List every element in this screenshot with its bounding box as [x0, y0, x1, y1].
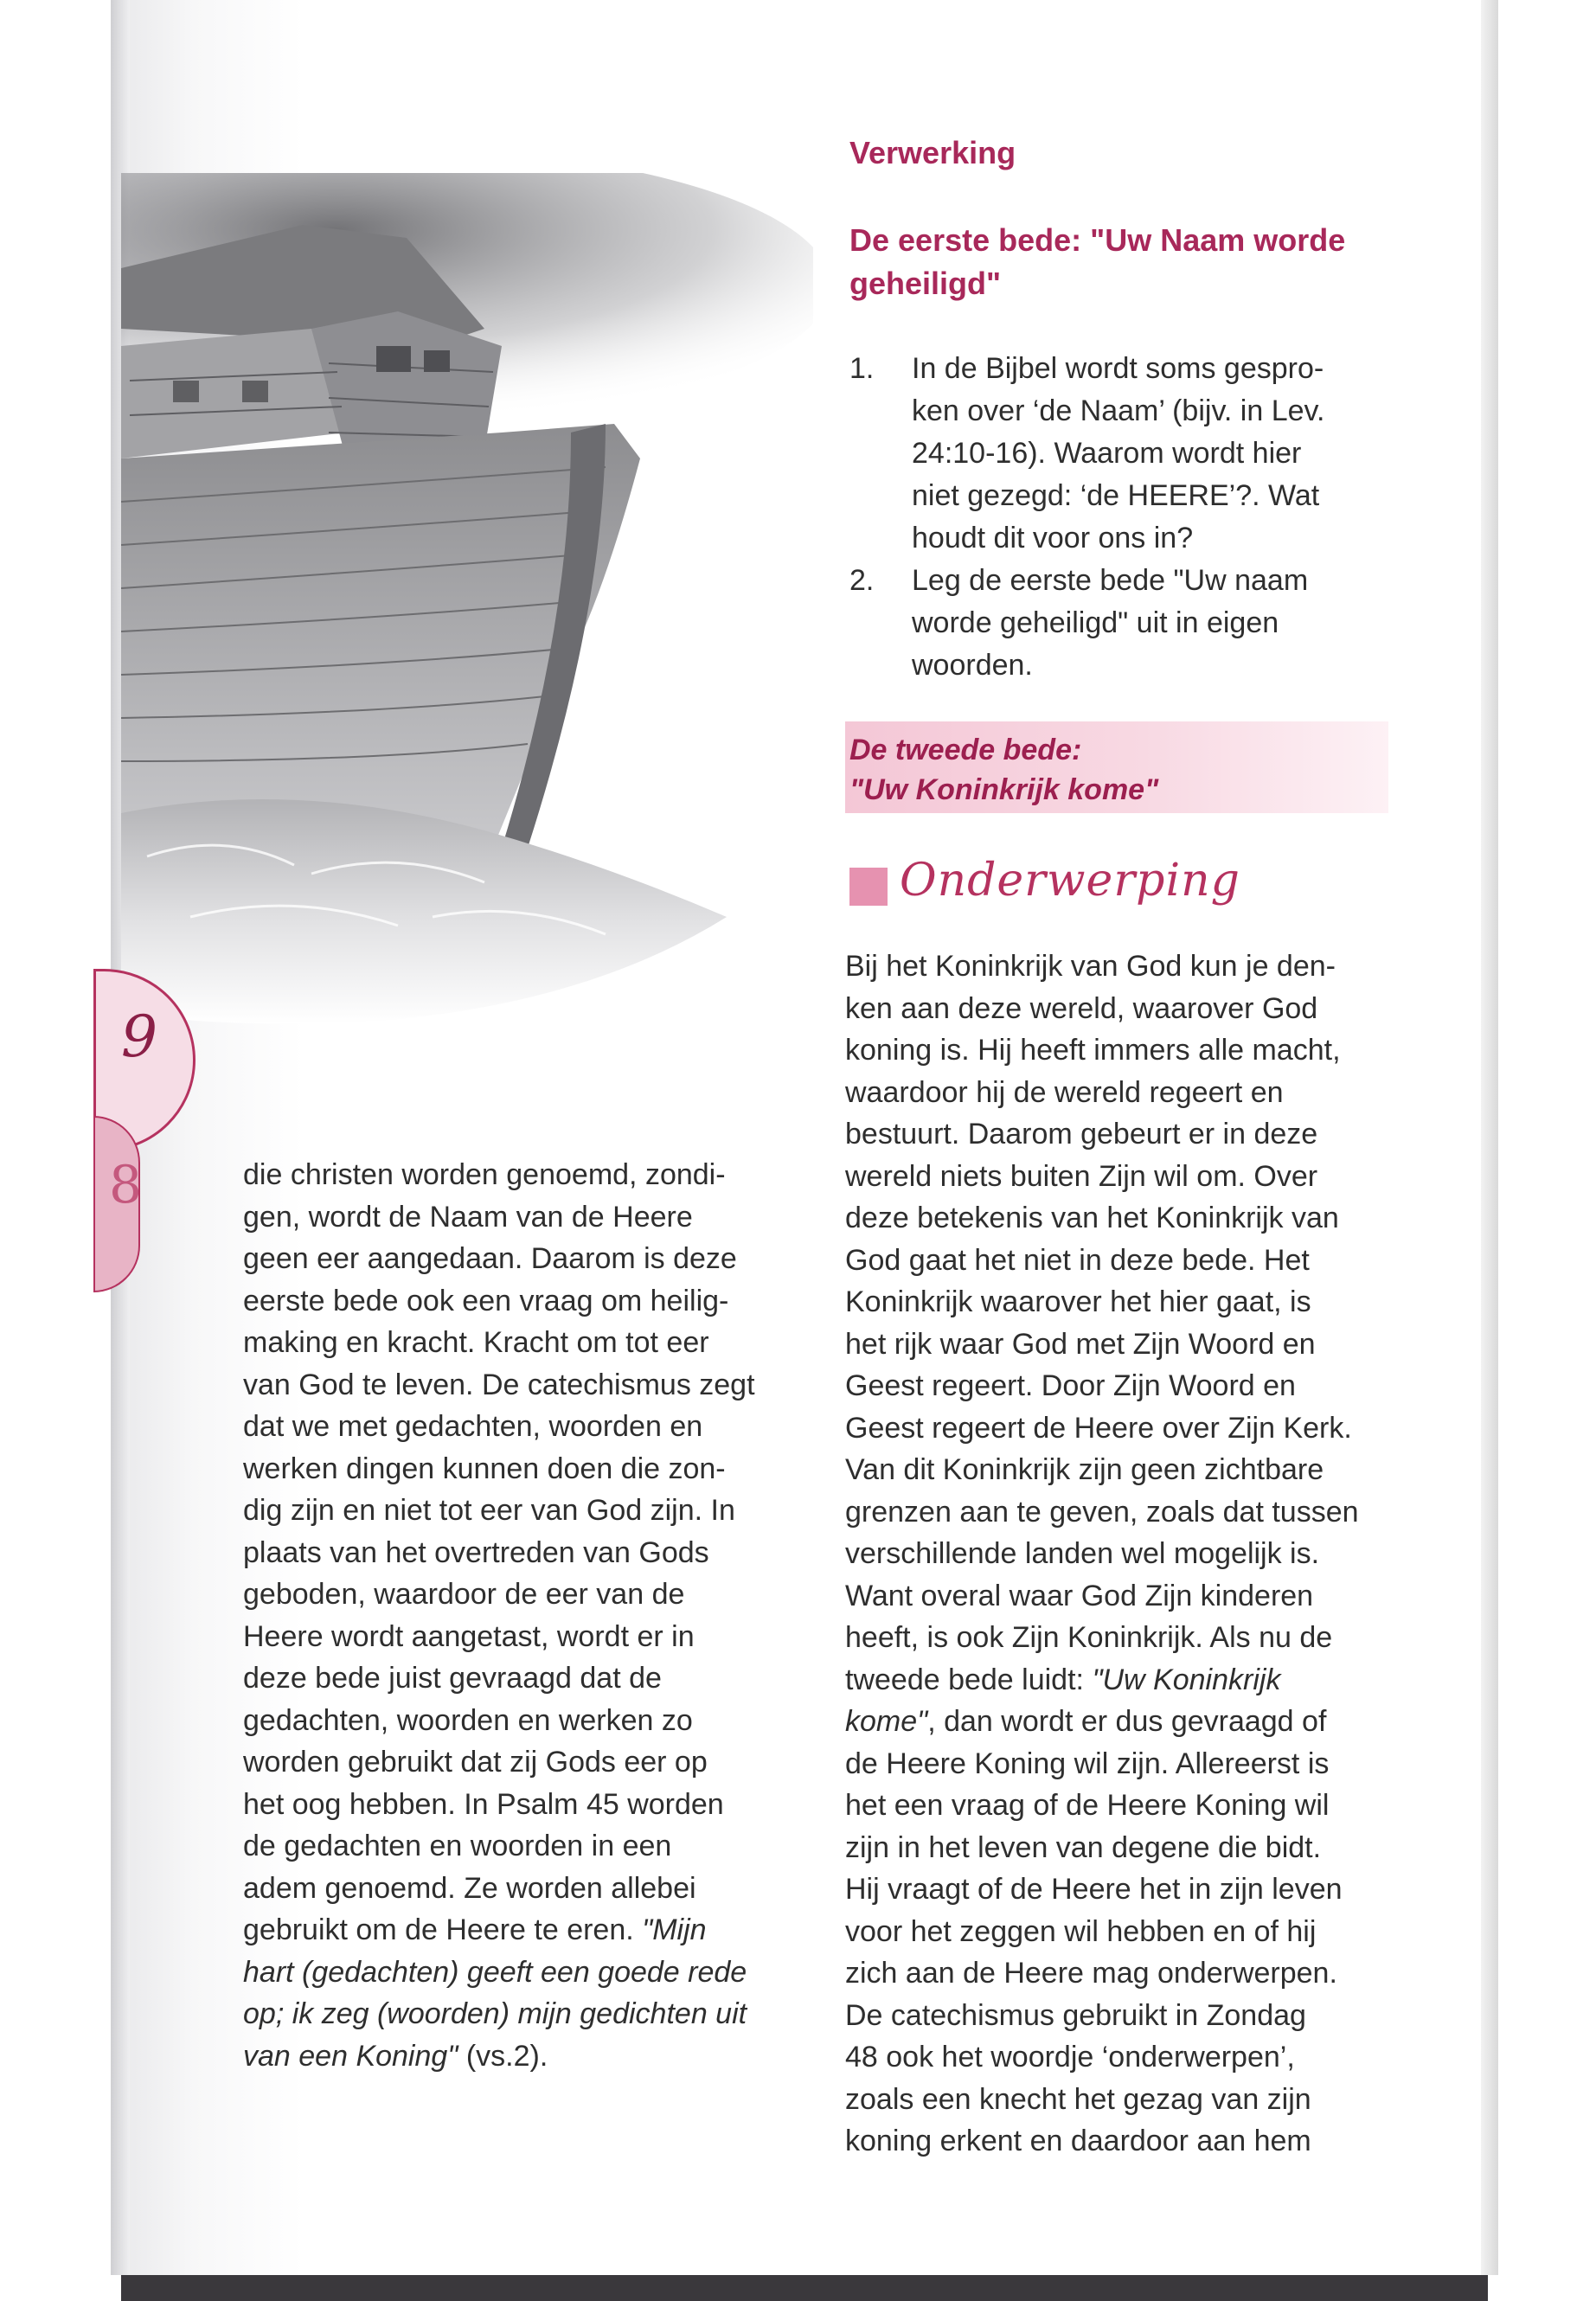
quote-span: "Mijn [642, 1913, 707, 1946]
heading-line: geheiligd" [849, 266, 1002, 301]
text-line: dig zijn en niet tot eer van God zijn. In [243, 1494, 735, 1527]
text-line: Geest regeert de Heere over Zijn Kerk. [845, 1411, 1352, 1445]
question-item [849, 348, 1403, 560]
text-line: deze betekenis van het Koninkrijk van [845, 1202, 1339, 1234]
text-line: worden gebruikt dat zij Gods eer op [243, 1746, 708, 1779]
text-span: tweede bede luidt: [845, 1663, 1093, 1696]
question-list [849, 348, 1403, 687]
text-line: verschillende landen wel mogelijk is. [845, 1537, 1320, 1570]
text-span: , dan wordt er dus gevraagd of [927, 1705, 1327, 1738]
text-line: deze bede juist gevraagd dat de [243, 1662, 662, 1695]
question-line: In de Bijbel wordt soms gespro- [912, 352, 1324, 385]
quote-span: "Uw Koninkrijk [1092, 1663, 1281, 1696]
text-line: waardoor hij de wereld regeert en [845, 1075, 1284, 1109]
question-line: worde geheiligd" uit in eigen [912, 606, 1279, 639]
left-text-column [243, 1154, 797, 2077]
question-number: 1. [849, 352, 875, 385]
text-line: zich aan de Heere mag onderwerpen. [845, 1957, 1337, 1990]
question-line: niet gezegd: ‘de HEERE’?. Wat [912, 479, 1320, 512]
text-line: Bij het Koninkrijk van God kun je den- [845, 950, 1336, 983]
text-line: voor het zeggen wil hebben en of hij [845, 1914, 1317, 1948]
text-line: plaats van het overtreden van Gods [243, 1535, 709, 1569]
text-line [243, 1909, 797, 1952]
first-petition-heading [849, 219, 1403, 305]
text-line: dat we met gedachten, woorden en [243, 1410, 703, 1443]
section-heading-verwerking: Verwerking [849, 135, 1016, 170]
section-heading-onderwerping: Onderwerping [900, 855, 1240, 907]
text-line: Heere wordt aangetast, wordt er in [243, 1619, 695, 1653]
quote-span: kome" [845, 1705, 928, 1738]
text-line: bestuurt. Daarom gebeurt er in deze [845, 1118, 1318, 1150]
heading-line: De eerste bede: "Uw Naam worde [849, 222, 1346, 258]
text-line: Want overal waar God Zijn kinderen [845, 1579, 1314, 1612]
text-line: Geest regeert. Door Zijn Woord en [845, 1369, 1296, 1402]
text-line: zoals een knecht het gezag van zijn [845, 2082, 1311, 2116]
text-line: wereld niets buiten Zijn wil om. Over [845, 1159, 1318, 1193]
text-line: making en kracht. Kracht om tot eer [243, 1326, 709, 1359]
question-item [849, 560, 1403, 687]
text-line: gedachten, woorden en werken zo [243, 1703, 693, 1737]
text-line: heeft, is ook Zijn Koninkrijk. Als nu de [845, 1621, 1333, 1654]
text-line [243, 2035, 797, 2078]
heading-line: De tweede bede: [849, 734, 1082, 766]
question-line: 24:10-16). Waarom wordt hier [912, 437, 1302, 470]
text-line: koning erkent en daardoor aan hem [845, 2125, 1311, 2157]
text-line: zijn in het leven van degene die bidt. [845, 1830, 1322, 1864]
question-line: Leg de eerste bede "Uw naam [912, 564, 1309, 597]
text-line: De catechismus gebruikt in Zondag [845, 1998, 1306, 2032]
text-line: de gedachten en woorden in een [243, 1830, 672, 1862]
question-line: houdt dit voor ons in? [912, 522, 1194, 554]
right-text-column [845, 945, 1399, 2163]
text-span: (vs.2). [458, 2039, 548, 2073]
text-line: ken aan deze wereld, waarover God [845, 991, 1318, 1025]
heading-line: "Uw Koninkrijk kome" [849, 773, 1159, 806]
text-line: van God te leven. De catechismus zegt [243, 1368, 755, 1401]
text-line: het oog hebben. In Psalm 45 worden [243, 1787, 724, 1821]
text-span: gebruikt om de Heere te eren. [243, 1913, 643, 1946]
text-line [845, 1659, 1399, 1702]
text-line: die christen worden genoemd, zondi- [243, 1158, 726, 1191]
text-line: grenzen aan te geven, zoals dat tussen [845, 1495, 1359, 1529]
question-line: woorden. [912, 649, 1033, 682]
question-line: ken over ‘de Naam’ (bijv. in Lev. [912, 394, 1325, 427]
section-marker-square [849, 868, 888, 906]
text-line: God gaat het niet in deze bede. Het [845, 1243, 1310, 1277]
text-line: koning is. Hij heeft immers alle macht, [845, 1034, 1341, 1067]
text-line: werken dingen kunnen doen die zon- [243, 1452, 726, 1485]
chapter-tab-next-number: 8 [109, 1155, 143, 1215]
quote-line: op; ik zeg (woorden) mijn gedichten uit [243, 1997, 747, 2030]
text-line [845, 1701, 1399, 1743]
text-line: Koninkrijk waarover het hier gaat, is [845, 1285, 1311, 1318]
text-line: geen eer aangedaan. Daarom is deze [243, 1242, 737, 1275]
text-line: geboden, waardoor de eer van de [243, 1578, 685, 1611]
text-line: adem genoemd. Ze worden allebei [243, 1871, 696, 1905]
text-line: de Heere Koning wil zijn. Allereerst is [845, 1747, 1330, 1780]
text-line: het rijk waar God met Zijn Woord en [845, 1327, 1316, 1361]
text-line: 48 ook het woordje ‘onderwerpen’, [845, 2041, 1295, 2073]
page-edge-shadow [1481, 0, 1498, 2275]
quote-line: hart (gedachten) geeft een goede rede [243, 1955, 747, 1989]
question-number: 2. [849, 564, 875, 597]
text-line: Hij vraagt of de Heere het in zijn leven [845, 1873, 1343, 1906]
chapter-tab-number: 9 [121, 1003, 157, 1070]
quote-span: van een Koning" [243, 2039, 458, 2073]
text-line: eerste bede ook een vraag om heilig- [243, 1284, 729, 1317]
text-line: gen, wordt de Naam van de Heere [243, 1200, 693, 1234]
second-petition-heading [849, 730, 1158, 810]
text-line: Van dit Koninkrijk zijn geen zichtbare [845, 1453, 1324, 1486]
scan-bottom-edge [121, 2275, 1488, 2301]
text-line: het een vraag of de Heere Koning wil [845, 1789, 1330, 1822]
noahs-ark-illustration [121, 173, 813, 1073]
